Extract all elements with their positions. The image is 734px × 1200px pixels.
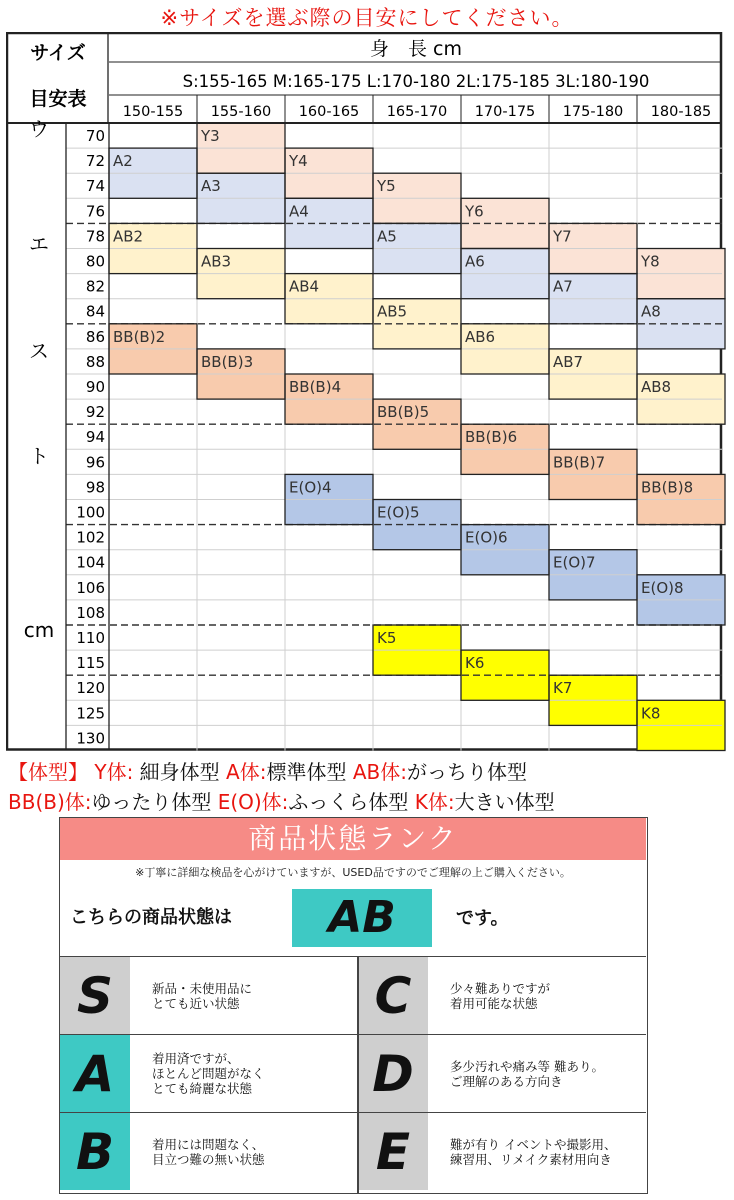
size-block-label-bbb4: BB(B)4	[289, 378, 342, 396]
size-block-label-k5: K5	[377, 629, 397, 647]
waist-value-82: 82	[85, 277, 105, 296]
size-block-label-y7: Y7	[553, 227, 572, 246]
legend-type-key: E(O)体:	[217, 790, 289, 814]
legend-type-desc: ゆったり体型	[91, 790, 218, 814]
size-block-label-a5: A5	[377, 227, 397, 246]
grade-description-d: 多少汚れや痛み等 難あり。 ご理解のある方向き	[450, 1058, 604, 1089]
size-block-label-y4: Y4	[289, 152, 308, 171]
legend-type-key: K体:	[414, 790, 455, 814]
waist-axis-label: ス	[29, 339, 49, 363]
height-column-170-175: 170-175	[474, 104, 536, 120]
waist-value-115: 115	[76, 654, 105, 673]
size-block-label-ab4: AB4	[289, 277, 320, 296]
size-block-label-bbb2: BB(B)2	[113, 327, 166, 346]
waist-value-120: 120	[76, 679, 105, 698]
size-block-label-y8: Y8	[641, 252, 660, 271]
chart-corner-line1: サイズ	[30, 42, 86, 64]
size-block-label-a8: A8	[641, 302, 661, 321]
grade-column-divider	[357, 956, 359, 1193]
grade-s	[60, 956, 358, 1034]
legend-type-desc: 標準体型	[266, 760, 353, 784]
waist-value-74: 74	[85, 177, 105, 196]
size-block-label-eo7: E(O)7	[553, 553, 596, 572]
item-condition-badge: AB	[292, 889, 432, 947]
size-block-label-bbb8: BB(B)8	[641, 478, 694, 497]
size-block-label-a3: A3	[201, 177, 221, 196]
size-block-label-k6: K6	[465, 654, 485, 673]
size-block-label-ab7: AB7	[553, 352, 584, 371]
legend-type-key: A体:	[226, 760, 267, 784]
size-block-label-eo4: E(O)4	[289, 478, 332, 497]
waist-value-80: 80	[85, 252, 105, 271]
item-condition-suffix: です。	[456, 908, 509, 929]
size-block-label-eo8: E(O)8	[641, 578, 684, 597]
legend-type-desc: 細身体型	[133, 760, 227, 784]
grade-letter-d: D	[358, 1035, 428, 1112]
height-column-155-160: 155-160	[210, 104, 272, 120]
size-block-label-a2: A2	[113, 152, 133, 171]
size-block-label-ab8: AB8	[641, 378, 672, 396]
waist-axis-label: エ	[29, 232, 49, 256]
waist-value-110: 110	[76, 629, 105, 647]
size-block-label-a7: A7	[553, 277, 573, 296]
size-block-label-y5: Y5	[377, 177, 396, 196]
size-guide-notice: ※サイズを選ぶ際の目安にしてください。	[160, 6, 574, 30]
item-condition-label: こちらの商品状態は	[70, 907, 232, 928]
size-block-label-eo6: E(O)6	[465, 528, 508, 547]
waist-value-88: 88	[85, 352, 105, 371]
legend-type-key: 【体型】 Y体:	[8, 760, 134, 784]
waist-value-76: 76	[85, 202, 105, 221]
condition-disclaimer: ※丁寧に詳細な検品を心がけていますが、USED品ですのでご理解の上ご購入ください。	[135, 866, 571, 879]
size-block-label-k8: K8	[641, 704, 661, 723]
waist-value-86: 86	[85, 327, 105, 346]
size-block-label-ab6: AB6	[465, 327, 496, 346]
size-block-label-bbb6: BB(B)6	[465, 428, 518, 447]
body-type-legend-line-1	[8, 756, 527, 785]
grade-description-c: 少々難ありですが 着用可能な状態	[450, 980, 551, 1011]
size-block-label-y6: Y6	[465, 202, 484, 221]
grade-description-e: 難が有り イベントや撮影用、 練習用、リメイク素材用向き	[450, 1136, 617, 1167]
waist-value-72: 72	[85, 152, 105, 171]
waist-value-78: 78	[85, 227, 105, 246]
waist-value-125: 125	[76, 704, 105, 723]
height-column-150-155: 150-155	[122, 104, 184, 120]
legend-type-desc: がっちり体型	[406, 760, 527, 784]
size-block-label-y3: Y3	[201, 127, 220, 145]
legend-type-key: AB体:	[352, 760, 407, 784]
legend-type-key: BB(B)体:	[8, 790, 92, 814]
waist-value-94: 94	[85, 428, 105, 447]
grade-letter-a: A	[60, 1035, 130, 1112]
waist-value-130: 130	[76, 729, 105, 748]
size-block-label-a6: A6	[465, 252, 485, 271]
height-column-175-180: 175-180	[562, 104, 624, 120]
size-block-label-bbb3: BB(B)3	[201, 352, 254, 371]
grade-b	[60, 1112, 358, 1190]
waist-value-96: 96	[85, 453, 105, 472]
legend-type-desc: ふっくら体型	[288, 790, 415, 814]
grade-e	[358, 1112, 646, 1190]
grade-a	[60, 1034, 358, 1112]
grade-letter-s: S	[60, 957, 130, 1034]
waist-axis-label: ト	[29, 444, 49, 468]
size-block-label-bbb7: BB(B)7	[553, 453, 606, 472]
waist-axis-label: ウ	[29, 117, 49, 141]
size-block-label-a4: A4	[289, 202, 309, 221]
condition-rank-card	[59, 817, 648, 1194]
height-column-165-170: 165-170	[386, 104, 448, 120]
legend-type-desc: 大きい体型	[454, 790, 555, 814]
size-block-label-ab2: AB2	[113, 227, 144, 246]
waist-value-102: 102	[76, 528, 105, 547]
grade-letter-c: C	[358, 957, 428, 1034]
waist-value-84: 84	[85, 302, 105, 321]
size-block-label-bbb5: BB(B)5	[377, 403, 430, 422]
size-chart	[6, 32, 728, 752]
waist-value-98: 98	[85, 478, 105, 497]
waist-value-92: 92	[85, 403, 105, 422]
grade-description-a: 着用済ですが、 ほとんど問題がなく とても綺麗な状態	[152, 1051, 265, 1096]
grade-letter-b: B	[60, 1113, 130, 1190]
size-block-label-k7: K7	[553, 679, 573, 698]
chart-corner-line2: 目安表	[29, 88, 87, 110]
grade-description-b: 着用には問題なく、 目立つ難の無い状態	[152, 1136, 265, 1167]
height-header: 身 長 cm	[370, 38, 462, 60]
grade-letter-e: E	[358, 1113, 428, 1190]
size-block-label-ab5: AB5	[377, 302, 408, 321]
waist-value-108: 108	[76, 603, 105, 622]
waist-axis-label: cm	[23, 618, 55, 642]
grade-description-s: 新品・未使用品に とても近い状態	[152, 980, 253, 1011]
size-ranges: S:155-165 M:165-175 L:170-180 2L:175-185 3L:180-190	[182, 72, 650, 91]
waist-value-90: 90	[85, 378, 105, 396]
waist-value-100: 100	[76, 503, 105, 522]
height-column-160-165: 160-165	[298, 104, 360, 120]
grade-d	[358, 1034, 646, 1112]
size-block-label-ab3: AB3	[201, 252, 232, 271]
size-block-label-eo5: E(O)5	[377, 503, 420, 522]
condition-rank-title: 商品状態ランク	[60, 818, 646, 860]
height-column-180-185: 180-185	[650, 104, 712, 120]
waist-value-104: 104	[76, 553, 105, 572]
waist-value-70: 70	[85, 127, 105, 145]
grade-c	[358, 956, 646, 1034]
body-type-legend-line-2	[8, 786, 555, 815]
waist-value-106: 106	[76, 578, 105, 597]
